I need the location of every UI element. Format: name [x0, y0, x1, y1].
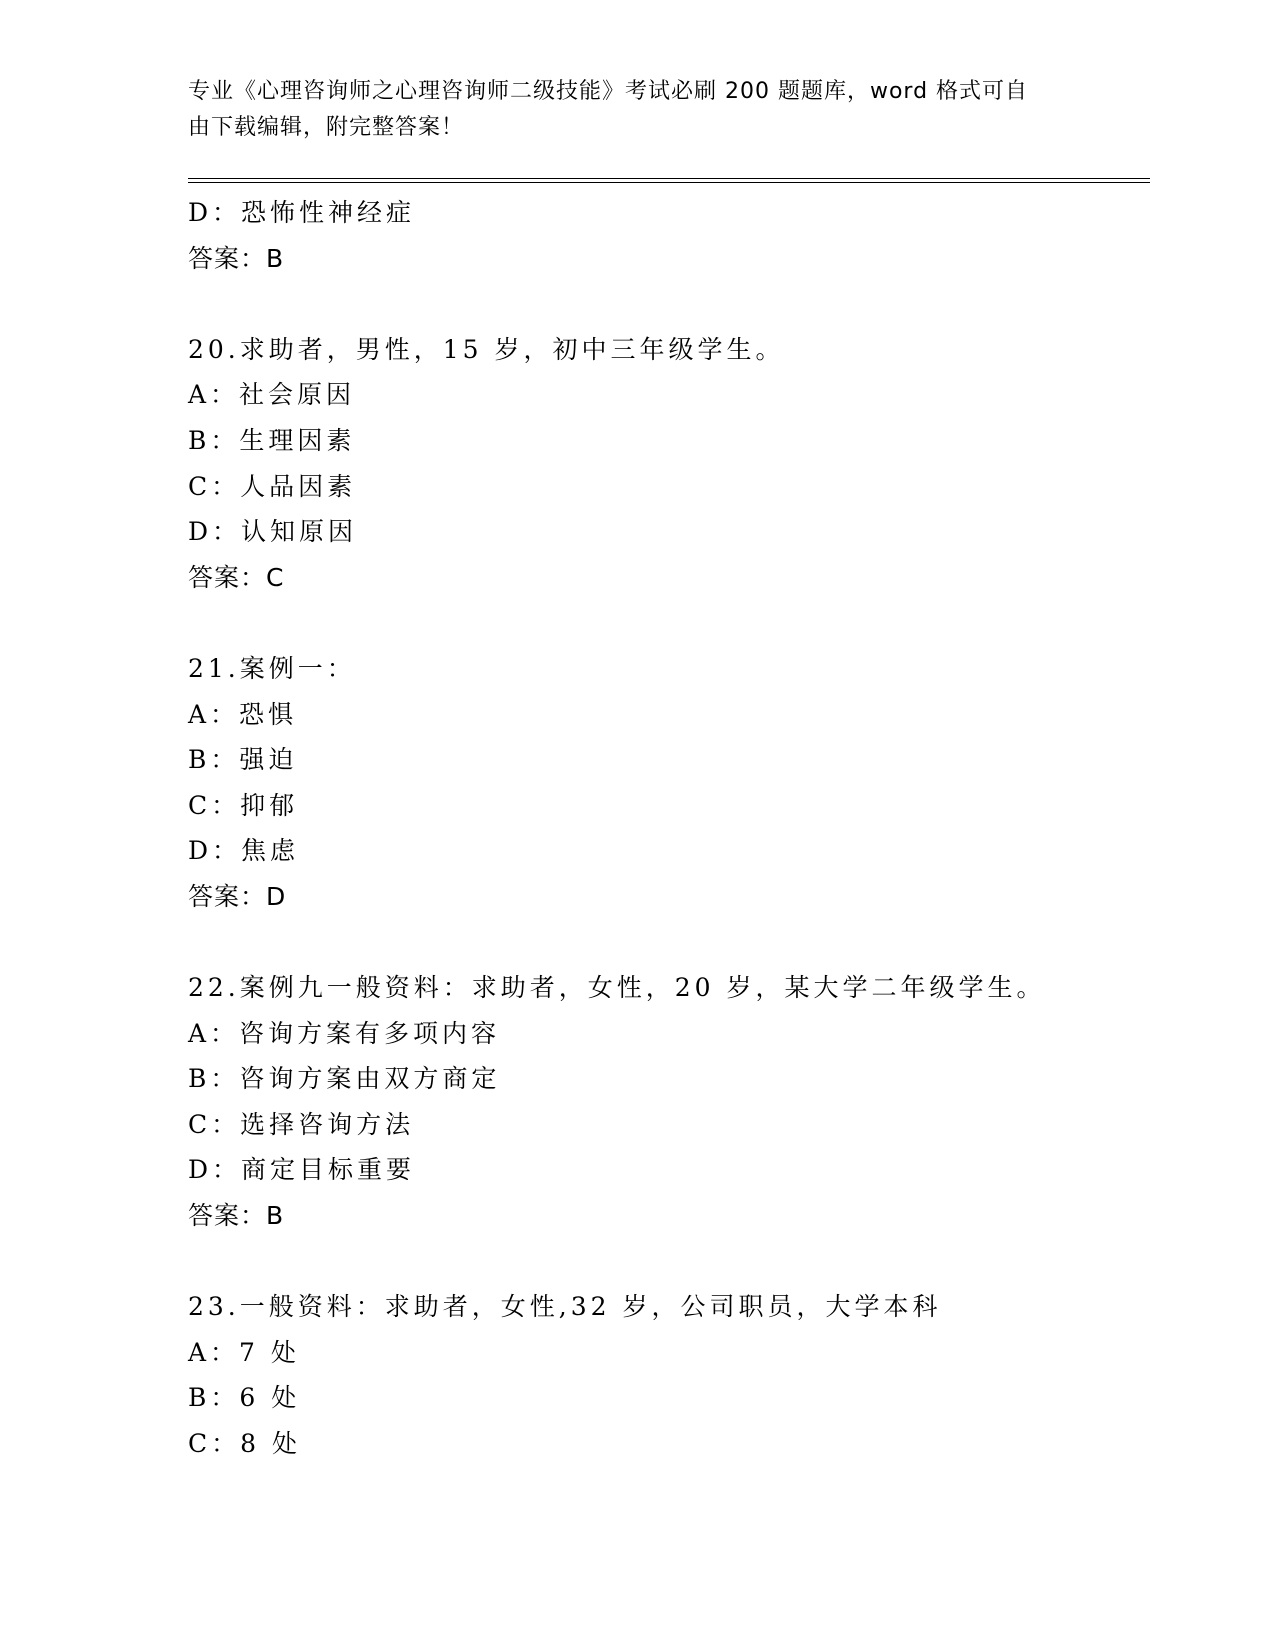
- spacer: [188, 600, 1148, 646]
- question-stem: 23.一般资料：求助者，女性,32 岁，公司职员，大学本科: [188, 1292, 942, 1322]
- question-23: [188, 1284, 1148, 1466]
- question-stem: 21.案例一：: [188, 653, 356, 683]
- answer: 答案：D: [188, 881, 287, 911]
- option-a: A：咨询方案有多项内容: [188, 1018, 501, 1048]
- option-d: D：商定目标重要: [188, 1155, 416, 1185]
- question-21: [188, 646, 1148, 920]
- carryover-question: [188, 190, 1148, 281]
- option-a: A：7 处: [188, 1337, 300, 1367]
- option-c: C：抑郁: [188, 790, 299, 820]
- option-a: A：恐惧: [188, 699, 298, 729]
- spacer: [188, 281, 1148, 327]
- option-b: B：6 处: [188, 1383, 301, 1413]
- spacer: [188, 1239, 1148, 1285]
- answer: 答案：B: [188, 243, 285, 273]
- question-22: [188, 965, 1148, 1239]
- option-b: B：强迫: [188, 745, 298, 775]
- header-title-line-1: 专业《心理咨询师之心理咨询师二级技能》考试必刷 200 题题库，word 格式可自: [188, 79, 1029, 104]
- option-c: C：选择咨询方法: [188, 1109, 415, 1139]
- question-stem: 20.求助者，男性，15 岁，初中三年级学生。: [188, 334, 785, 364]
- option-a: A：社会原因: [188, 380, 356, 410]
- answer: 答案：B: [188, 1201, 285, 1231]
- header-title-line-2: 由下载编辑，附完整答案！: [188, 115, 465, 140]
- document-header: [188, 74, 1068, 146]
- question-20: [188, 327, 1148, 601]
- spacer: [188, 920, 1148, 966]
- option-d: D：焦虑: [188, 836, 300, 866]
- option-b: B：咨询方案由双方商定: [188, 1064, 501, 1094]
- question-stem: 22.案例九一般资料：求助者，女性，20 岁，某大学二年级学生。: [188, 973, 1046, 1003]
- header-divider: [188, 178, 1150, 183]
- option-b: B：生理因素: [188, 425, 356, 455]
- option-d: D：认知原因: [188, 517, 358, 547]
- option-c: C：人品因素: [188, 471, 357, 501]
- option-c: C：8 处: [188, 1429, 301, 1459]
- option-d: D：恐怖性神经症: [188, 198, 416, 227]
- question-list: [188, 190, 1148, 1467]
- answer: 答案：C: [188, 562, 285, 592]
